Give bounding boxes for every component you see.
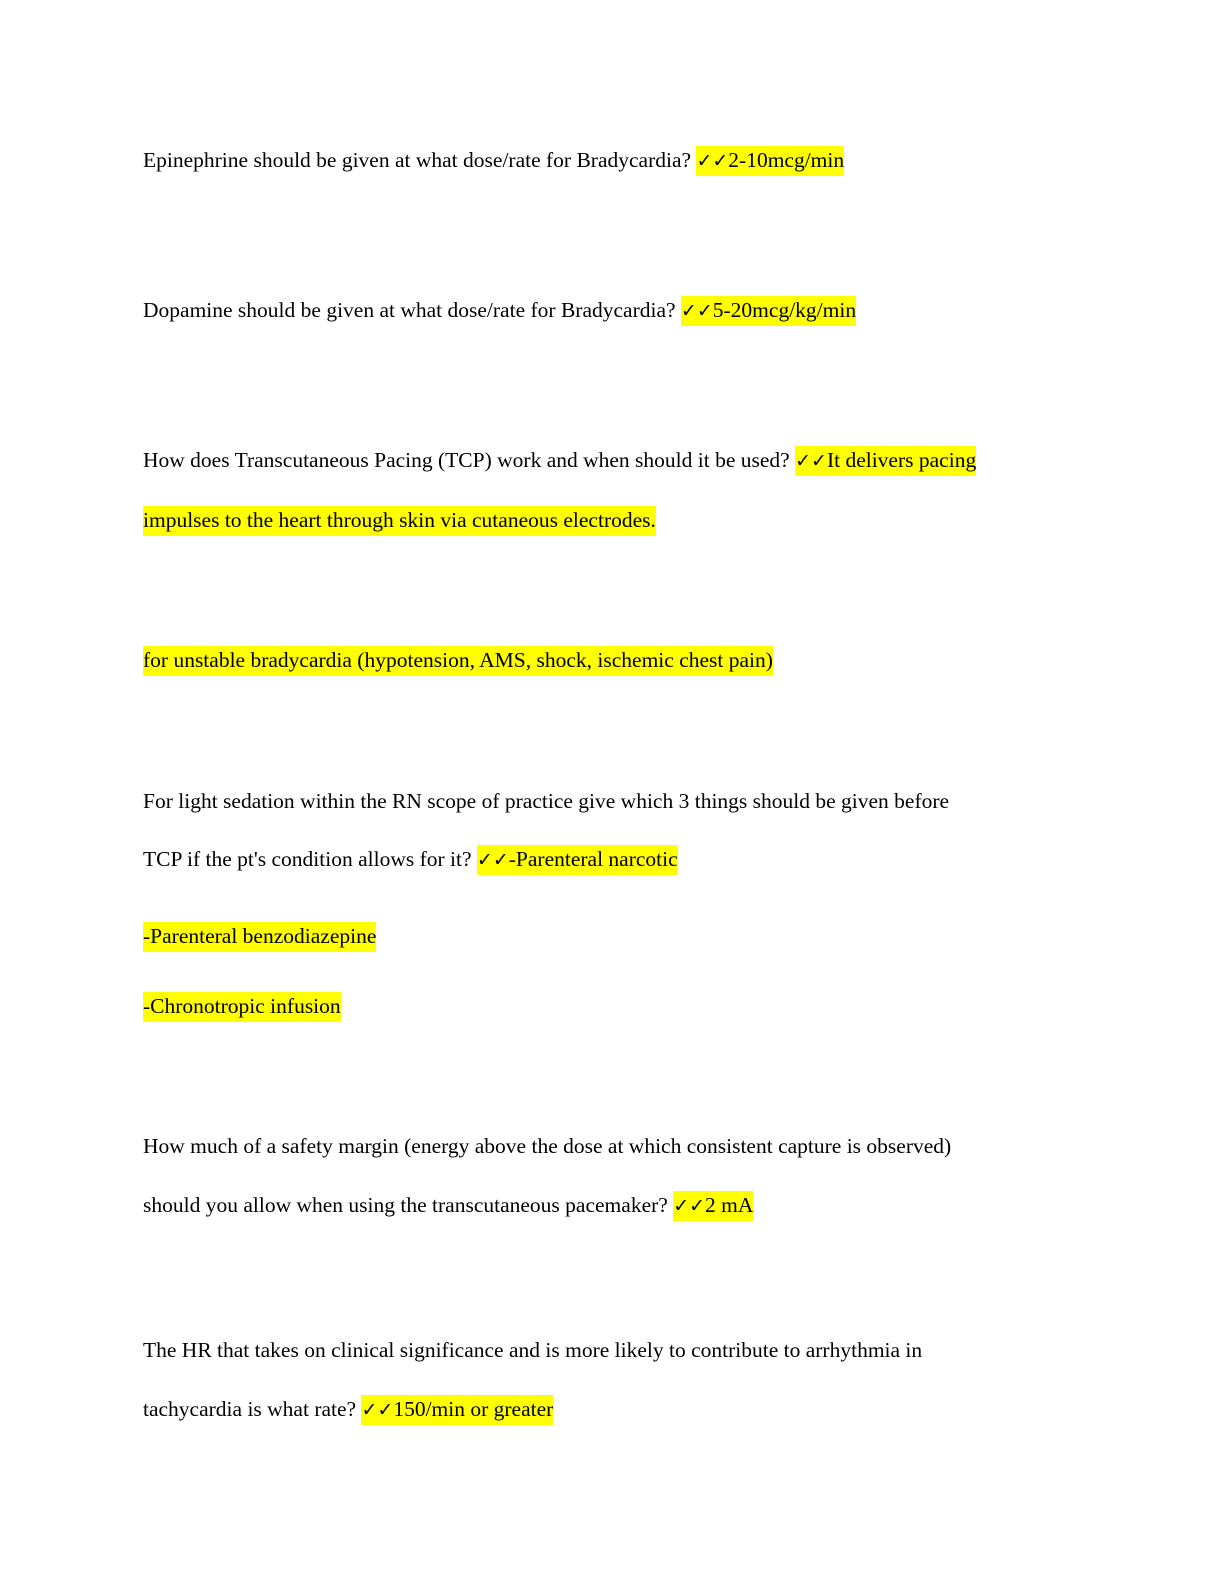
q3-line-3 xyxy=(143,645,773,675)
q4-line-4 xyxy=(143,991,341,1021)
q6-line-2 xyxy=(143,1394,553,1425)
q4-line-2 xyxy=(143,844,678,875)
q5-question-line-1: How much of a safety margin (energy above the dose at which consistent capture is observed) xyxy=(143,1134,952,1158)
q4-answer-line-3: -Chronotropic infusion xyxy=(143,992,341,1022)
q3-answer-highlight xyxy=(795,446,976,476)
q1-answer: 2-10mcg/min xyxy=(728,148,845,172)
q6-question-line-1: The HR that takes on clinical significance and is more likely to contribute to arrhythmia in xyxy=(143,1338,923,1362)
q6-answer-highlight xyxy=(361,1395,553,1425)
q2-answer: 5-20mcg/kg/min xyxy=(712,298,857,322)
q5-answer-highlight xyxy=(673,1191,753,1221)
q3-line-1 xyxy=(143,445,976,476)
q6-question-line-2: tachycardia is what rate? xyxy=(143,1397,362,1421)
q4-answer-line-1: -Parenteral narcotic xyxy=(508,847,678,871)
q4-question-line-2: TCP if the pt's condition allows for it? xyxy=(143,847,477,871)
checkmark-icon: ✓✓ xyxy=(795,450,827,472)
checkmark-icon: ✓✓ xyxy=(361,1399,394,1421)
checkmark-icon: ✓✓ xyxy=(680,300,713,322)
q1-answer-highlight xyxy=(696,146,844,176)
q4-line-3 xyxy=(143,921,376,951)
q4-answer-line-2: -Parenteral benzodiazepine xyxy=(143,922,376,952)
q4-line-1 xyxy=(143,786,949,816)
q3-answer-line-1: It delivers pacing xyxy=(826,448,977,472)
checkmark-icon: ✓✓ xyxy=(696,150,729,172)
q5-line-1 xyxy=(143,1131,951,1161)
q3-answer-line-3: for unstable bradycardia (hypotension, AMS, shock, ischemic chest pain) xyxy=(143,646,773,676)
checkmark-icon: ✓✓ xyxy=(673,1195,706,1217)
q4-answer-highlight xyxy=(477,845,678,875)
q5-question-line-2: should you allow when using the transcutaneous pacemaker? xyxy=(143,1193,674,1217)
q1-line xyxy=(143,145,844,176)
q2-line xyxy=(143,295,856,326)
checkmark-icon: ✓✓ xyxy=(476,849,509,871)
q3-question: How does Transcutaneous Pacing (TCP) work and when should it be used? xyxy=(143,448,796,472)
q1-question: Epinephrine should be given at what dose/rate for Bradycardia? xyxy=(143,148,697,172)
q6-answer: 150/min or greater xyxy=(393,1397,554,1421)
q3-answer-line-2: impulses to the heart through skin via cutaneous electrodes. xyxy=(143,506,656,536)
q5-line-2 xyxy=(143,1190,753,1221)
q2-answer-highlight xyxy=(681,296,856,326)
q5-answer: 2 mA xyxy=(705,1193,754,1217)
q4-question-line-1: For light sedation within the RN scope of practice give which 3 things should be given before xyxy=(143,789,950,813)
q3-line-2 xyxy=(143,505,656,535)
q6-line-1 xyxy=(143,1335,922,1365)
q2-question: Dopamine should be given at what dose/rate for Bradycardia? xyxy=(143,298,681,322)
